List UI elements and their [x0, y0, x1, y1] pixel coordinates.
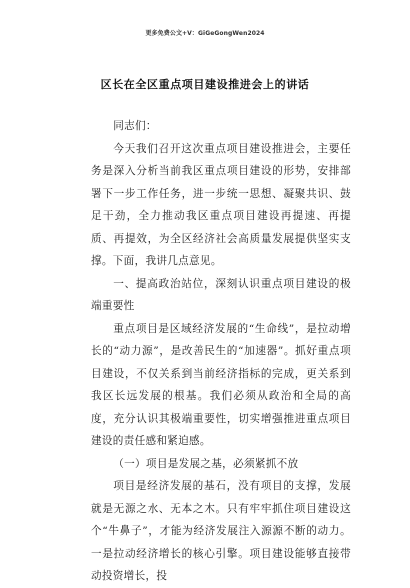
paragraph-section-one: 重点项目是区域经济发展的“生命线”，是拉动增长的“动力源”，是改善民生的“加速器”。抓好重点项目建设，不仅关系到当前经济指标的完成，更关系到我区长远发展的根基。我们必须从政治和全局的高度，充分认识其极端重要性，切实增强推进重点项目建设的责任感和紧迫感。: [91, 322, 351, 447]
subsection-heading-one: （一）项目是发展之基，必须紧抓不放: [113, 457, 299, 470]
salutation: 同志们：: [113, 120, 157, 132]
section-heading-one: 一、提高政治站位，深刻认识重点项目建设的极端重要性: [91, 277, 351, 312]
paragraph-intro: 今天我们召开这次重点项目建设推进会，主要任务是深入分析当前我区重点项目建设的形势，安排部署下一步工作任务，进一步统一思想、凝聚共识、鼓足干劲，全力推动我区重点项目建设再提速、再提质、再提效，为全区经济社会高质量发展提供坚实支撑。下面，我讲几点意见。: [91, 142, 351, 267]
header-note: 更多免费公文+V：GiGeGongWen2024: [145, 30, 265, 37]
paragraph-subsection-one: 项目是经济发展的基石，没有项目的支撑，发展就是无源之水、无本之木。只有牢牢抓住项目建设这个“牛鼻子”，才能为经济发展注入源源不断的动力。一是拉动经济增长的核心引擎。项目建设能够直接带动投资增长，投: [91, 480, 351, 582]
document-title: 区长在全区重点项目建设推进会上的讲话: [100, 78, 310, 91]
document-body: [91, 115, 351, 588]
